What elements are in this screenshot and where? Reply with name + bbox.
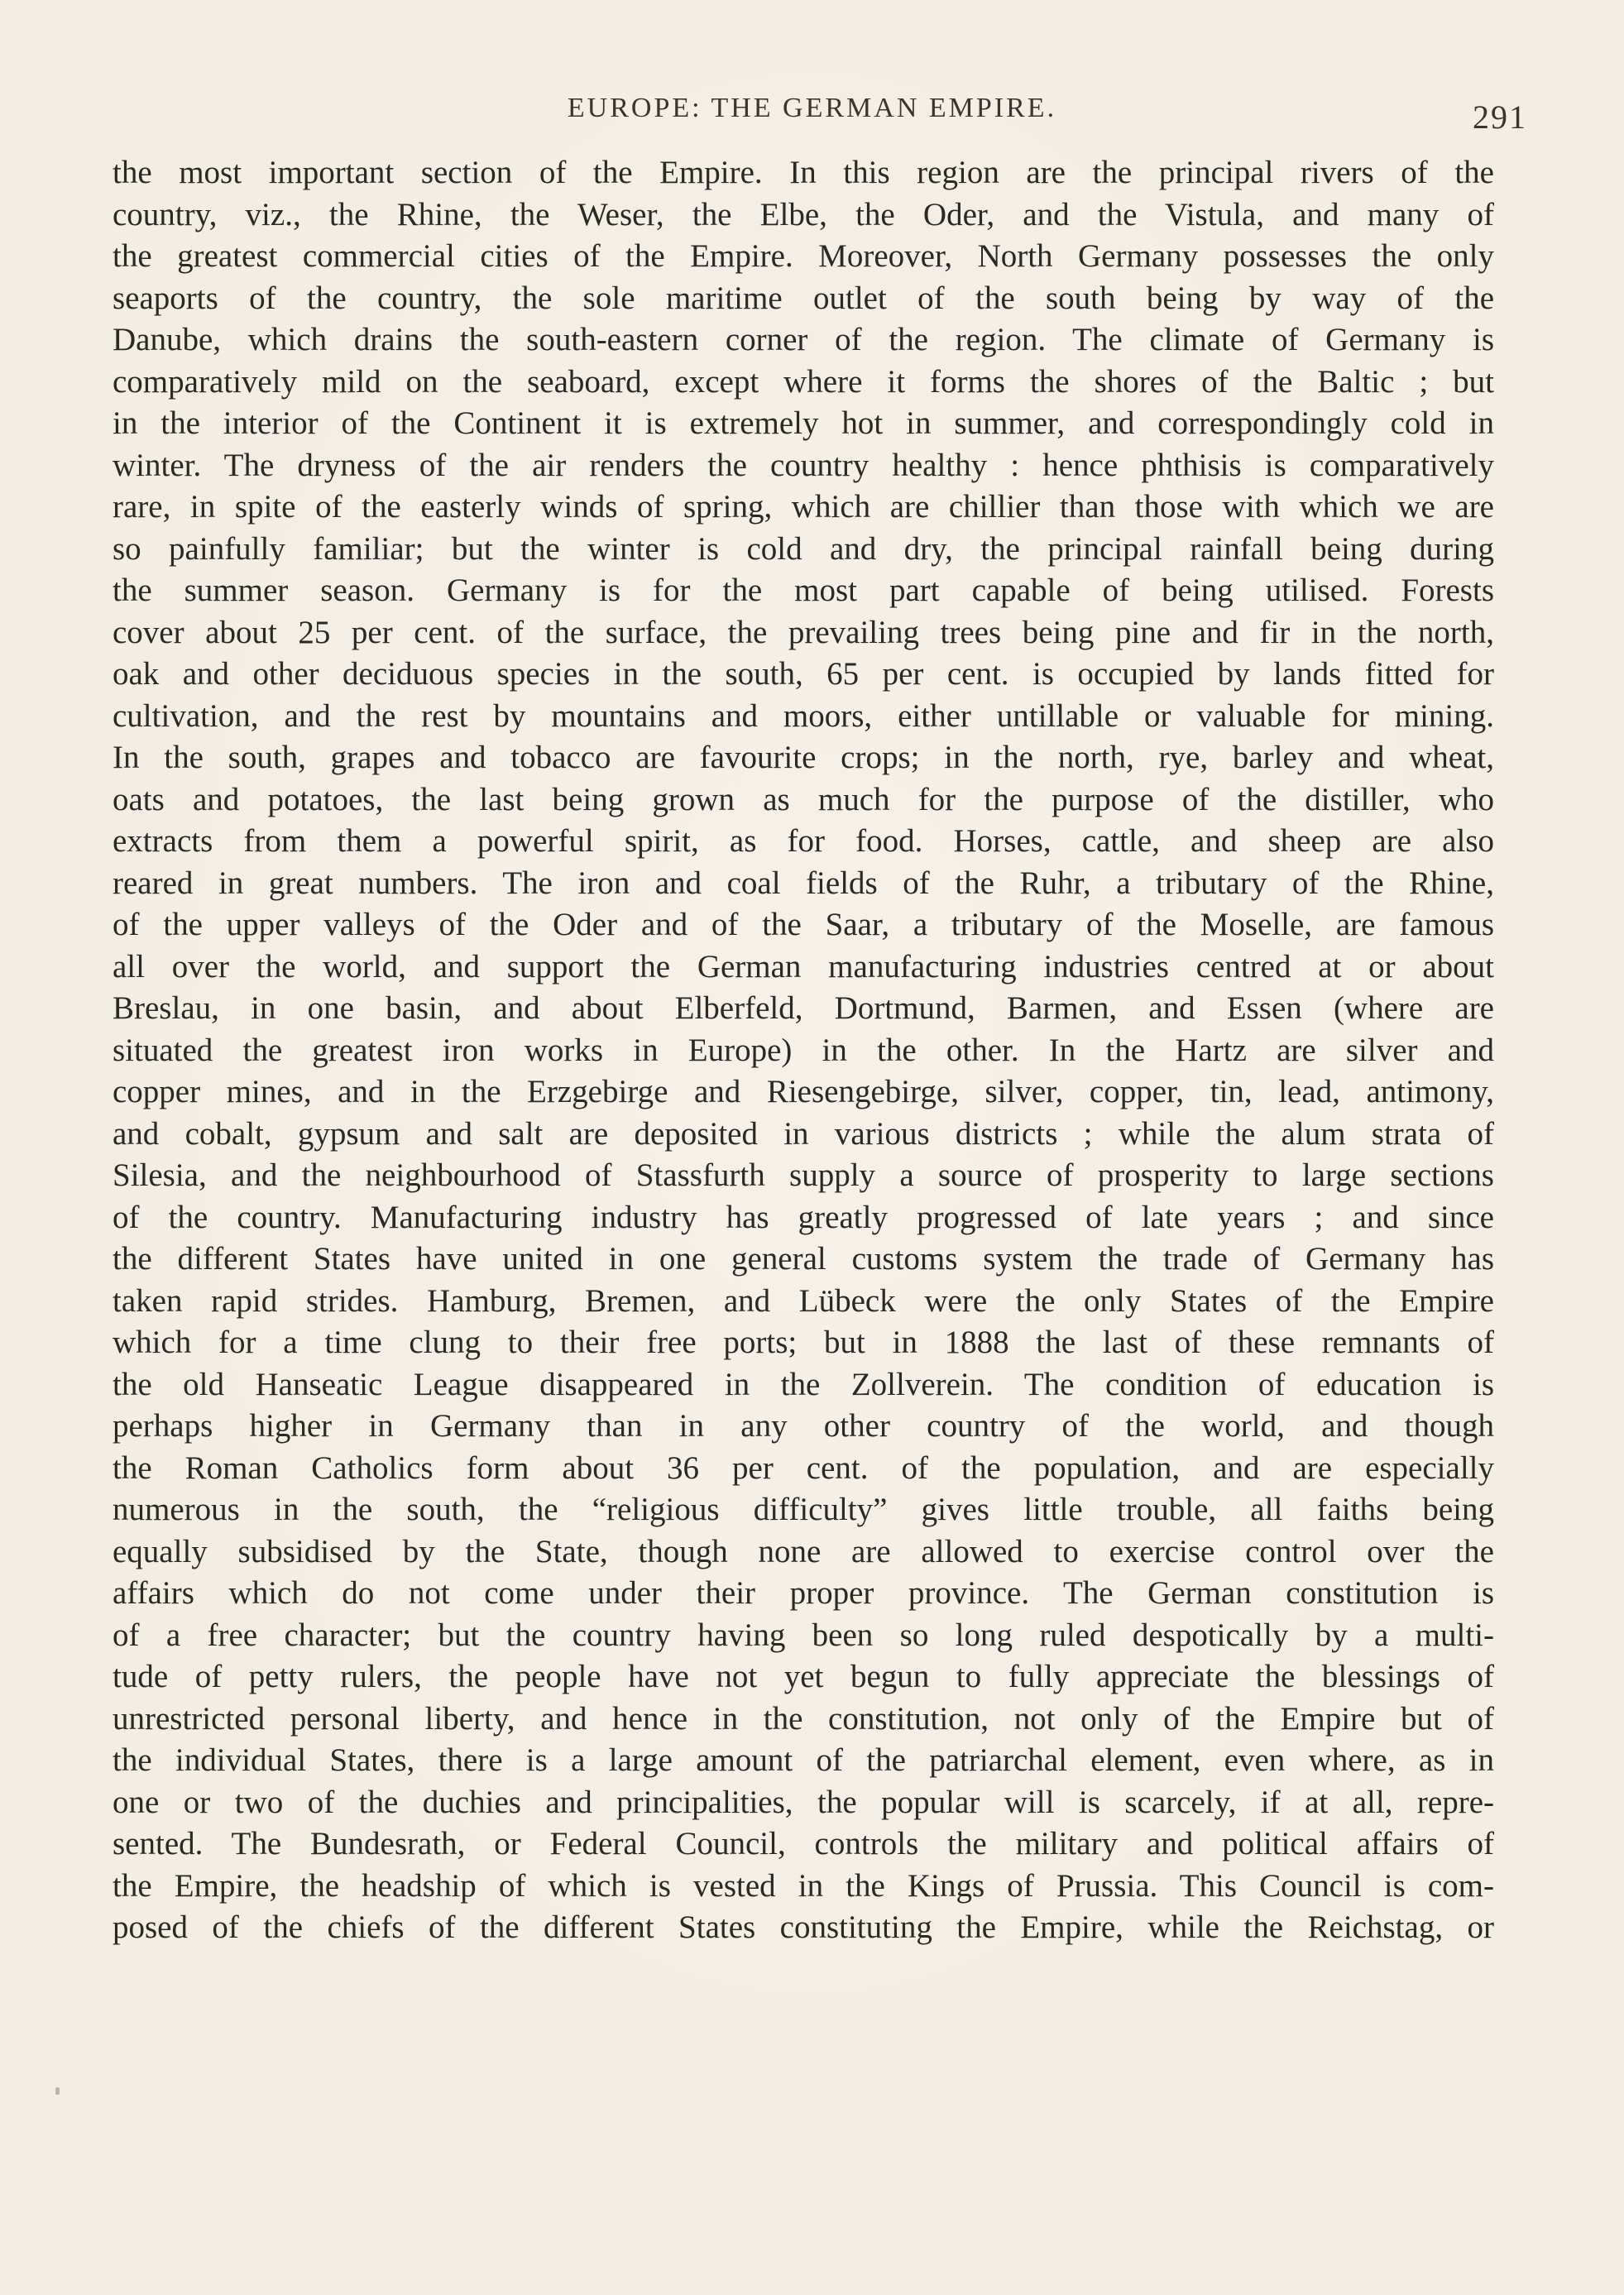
text-line: unrestricted personal liberty, and hence in the constitution, not only of the Empire but of xyxy=(113,1700,1494,1737)
text-line: sented. The Bundesrath, or Federal Council, controls the military and political affairs of xyxy=(113,1826,1494,1861)
text-line: affairs which do not come under their proper province. The German constitution is xyxy=(113,1575,1494,1611)
text-line: taken rapid strides. Hamburg, Bremen, and Lübeck were the only States of the Empire xyxy=(113,1282,1494,1319)
text-line: cover about 25 per cent. of the surface, the prevailing trees being pine and fir in the north, xyxy=(113,614,1494,650)
text-line: in the interior of the Continent it is extremely hot in summer, and correspondingly cold in xyxy=(113,405,1494,441)
text-line: Danube, which drains the south-eastern corner of the region. The climate of Germany is xyxy=(113,322,1494,357)
text-line: Breslau, in one basin, and about Elberfeld, Dortmund, Barmen, and Essen (where are xyxy=(113,990,1494,1026)
text-line: winter. The dryness of the air renders the country healthy : hence phthisis is comparatively xyxy=(113,447,1494,483)
text-line: comparatively mild on the seaboard, except where it forms the shores of the Baltic ; but xyxy=(113,363,1494,400)
text-line: of the country. Manufacturing industry has greatly progressed of late years ; and since xyxy=(113,1199,1494,1235)
text-line: the most important section of the Empire. In this region are the principal rivers of the xyxy=(113,155,1494,190)
text-line: copper mines, and in the Erzgebirge and Riesengebirge, silver, copper, tin, lead, antimony, xyxy=(113,1074,1494,1109)
text-line: which for a time clung to their free ports; but in 1888 the last of these remnants of xyxy=(113,1325,1494,1360)
text-line: the greatest commercial cities of the Empire. Moreover, North Germany possesses the only xyxy=(113,238,1494,274)
text-line: oats and potatoes, the last being grown as much for the purpose of the distiller, who xyxy=(113,781,1494,817)
page-number: 291 xyxy=(1473,98,1527,136)
text-line: the individual States, there is a large amount of the patriarchal element, even where, as in xyxy=(113,1742,1494,1778)
text-line: situated the greatest iron works in Europe) in the other. In the Hartz are silver and xyxy=(113,1032,1494,1068)
text-line: one or two of the duchies and principalities, the popular will is scarcely, if at all, repre- xyxy=(113,1784,1494,1820)
text-line: oak and other deciduous species in the south, 65 per cent. is occupied by lands fitted for xyxy=(113,656,1494,692)
text-line: cultivation, and the rest by mountains and moors, either untillable or valuable for mining. xyxy=(113,697,1494,734)
text-line: numerous in the south, the “religious difficulty” gives little trouble, all faiths being xyxy=(113,1492,1494,1527)
body-text xyxy=(113,152,1494,1949)
text-line: the old Hanseatic League disappeared in the Zollverein. The condition of education is xyxy=(113,1366,1494,1402)
text-line: country, viz., the Rhine, the Weser, the Elbe, the Oder, and the Vistula, and many of xyxy=(113,196,1494,232)
text-line: perhaps higher in Germany than in any other country of the world, and though xyxy=(113,1408,1494,1444)
text-line: rare, in spite of the easterly winds of spring, which are chillier than those with which we are xyxy=(113,489,1494,525)
text-line: reared in great numbers. The iron and coal fields of the Ruhr, a tributary of the Rhine, xyxy=(113,865,1494,901)
text-line: equally subsidised by the State, though none are allowed to exercise control over the xyxy=(113,1533,1494,1569)
text-line: tude of petty rulers, the people have not yet begun to fully appreciate the blessings of xyxy=(113,1659,1494,1694)
text-line: seaports of the country, the sole maritime outlet of the south being by way of the xyxy=(113,280,1494,316)
text-line: Silesia, and the neighbourhood of Stassfurth supply a source of prosperity to large sections xyxy=(113,1157,1494,1193)
text-line: In the south, grapes and tobacco are favourite crops; in the north, rye, barley and wheat, xyxy=(113,740,1494,775)
text-line: the Roman Catholics form about 36 per cent. of the population, and are especially xyxy=(113,1449,1494,1486)
text-line: the summer season. Germany is for the most part capable of being utilised. Forests xyxy=(113,573,1494,608)
running-head-title: EUROPE: THE GERMAN EMPIRE. xyxy=(567,93,1057,123)
text-line: of the upper valleys of the Oder and of the Saar, a tributary of the Moselle, are famous xyxy=(113,907,1494,942)
text-line: the different States have united in one general customs system the trade of Germany has xyxy=(113,1241,1494,1277)
text-line: posed of the chiefs of the different States constituting the Empire, while the Reichstag, or xyxy=(113,1909,1494,1945)
text-line: the Empire, the headship of which is vested in the Kings of Prussia. This Council is com- xyxy=(113,1867,1494,1904)
text-line: all over the world, and support the German manufacturing industries centred at or about xyxy=(113,948,1494,985)
text-line: and cobalt, gypsum and salt are deposited in various districts ; while the alum strata of xyxy=(113,1115,1494,1152)
text-line: of a free character; but the country having been so long ruled despotically by a multi- xyxy=(113,1617,1494,1653)
text-line: so painfully familiar; but the winter is cold and dry, the principal rainfall being during xyxy=(113,530,1494,567)
text-line: extracts from them a powerful spirit, as for food. Horses, cattle, and sheep are also xyxy=(113,823,1494,859)
paper-speck xyxy=(55,2087,60,2095)
